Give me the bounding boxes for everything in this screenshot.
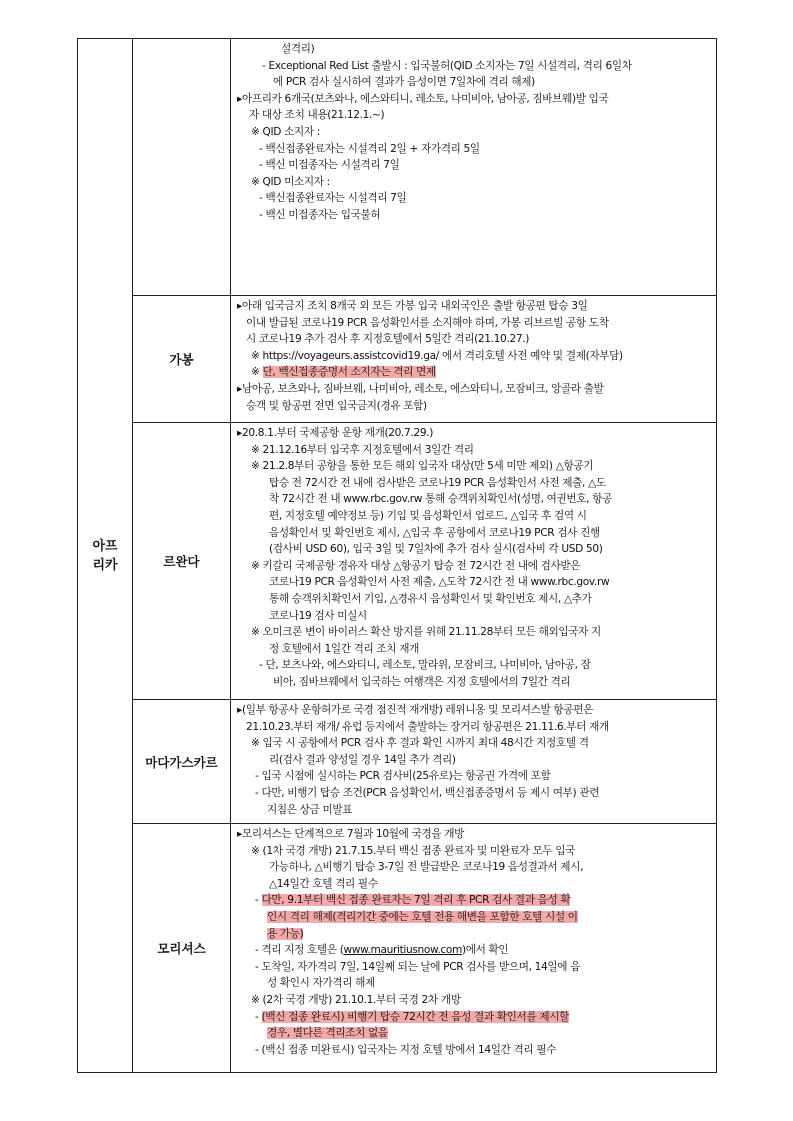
table-row — [78, 700, 717, 824]
text-line: ※ 키갈리 국제공항 경유자 대상 △항공기 탑승 전 72시간 전 내에 검사받은 — [251, 559, 581, 572]
text-line: ※ https://voyageurs.assistcovid19.ga/ 에서 격리호텔 사전 예약 및 결제(자부담) — [251, 349, 623, 362]
table-row — [78, 824, 717, 1073]
text-line: (검사비 USD 60), 입국 3일 및 7일차에 추가 검사 실시(검사비 각 USD 50) — [269, 543, 603, 556]
text-line: ※ 입국 시 공항에서 PCR 검사 후 결과 확인 시까지 최대 48시간 지정호텔 격 — [251, 737, 589, 750]
text-line: - 도착일, 자가격리 7일, 14일째 되는 날에 PCR 검사를 받으며, 14일에 음 — [255, 960, 581, 973]
text-line: - (백신 접종 완료시) 비행기 탑승 72시간 전 음성 결과 확인서를 제시할 — [255, 1010, 569, 1023]
text-line: 자 대상 조치 내용(21.12.1.~) — [249, 109, 385, 122]
content-cell-gabon — [231, 296, 717, 423]
text-line: ▸20.8.1.부터 국제공항 운항 재개(20.7.29.) — [237, 427, 434, 439]
text-line: 승객 및 항공편 전면 입국금지(경유 포함) — [246, 399, 427, 412]
text-line: 코로나19 PCR 음성확인서 사전 제출, △도착 72시간 전 내 www.rbc.gov.rw — [269, 576, 610, 589]
text-line: 21.10.23.부터 재개/ 유럽 등지에서 출발하는 장거리 항공편은 21.11.6.부터 재개 — [246, 720, 609, 733]
highlight: 경우, 별다른 격리조치 없음 — [267, 1027, 388, 1040]
text-line: 지침은 상금 미발표 — [267, 803, 353, 816]
text-line: - 백신접종완료자는 시설격리 7일 — [259, 192, 407, 205]
highlight: (백신 접종 완료시) 비행기 탑승 72시간 전 음성 결과 확인서를 제시할 — [261, 1010, 569, 1023]
country-cell-mauritius: 모리셔스 — [133, 824, 231, 1073]
text-line: 정 호텔에서 1일간 격리 조치 재개 — [269, 642, 419, 655]
text-line: ▸모리셔스는 단계적으로 7월과 10월에 국경을 개방 — [237, 828, 465, 840]
text-line: 가능하나, △비행기 탑승 3-7일 전 발급받은 코로나19 음성결과서 제시, — [269, 861, 584, 874]
text-line: 음성확인서 및 확인번호 제시, △입국 후 공항에서 코로나19 PCR 검사 진행 — [269, 526, 600, 539]
text-line: 에 PCR 검사 실시하여 결과가 음성이면 7일차에 격리 해제) — [273, 76, 535, 89]
text-line: 착 72시간 전 내 www.rbc.gov.rw 통해 승객위치확인서(성명, 여권번호, 항공 — [269, 493, 612, 506]
text-line: ※ 오미크론 변이 바이러스 확산 방지를 위해 21.11.28부터 모든 해외입국자 지 — [251, 626, 601, 639]
text-line: 통해 승객위치확인서 기입, △경유시 음성확인서 및 확인번호 제시, △추가 — [269, 592, 592, 605]
table-row — [78, 39, 717, 296]
region-cell: 아프 리카 — [78, 39, 133, 1073]
text-line — [237, 926, 708, 943]
table-row — [78, 296, 717, 423]
text-line: - Exceptional Red List 출발시 : 입국불허(QID 소지자는 7일 시설격리, 격리 6일차 — [262, 59, 632, 72]
content-cell-mauritius — [231, 824, 717, 1073]
content-cell-rwanda — [231, 423, 717, 700]
text-line: - 격리 지정 호텔은 (www.mauritiusnow.com)에서 확인 — [255, 944, 509, 957]
text-line: ▸아프리카 6개국(보츠와나, 에스와티니, 레소토, 나미비아, 남아공, 짐바브웨)발 입국 — [237, 92, 609, 105]
text-line: ※ QID 미소지자 : — [251, 175, 330, 188]
text-line — [237, 1025, 708, 1042]
text-line: 탑승 전 72시간 전 내에 검사받은 코로나19 PCR 음성확인서 사전 제출, △도 — [269, 476, 606, 489]
text-line: 코로나19 검사 미실시 — [269, 609, 367, 622]
table-row — [78, 423, 717, 700]
text-line: ※ 단, 백신접종증명서 소지자는 격리 면제 — [251, 366, 436, 379]
text-line: ※ (2차 국경 개방) 21.10.1.부터 국경 2차 개방 — [251, 993, 461, 1006]
text-line: - 단, 보츠나와, 에스와티니, 레소토, 말라위, 모잠비크, 나미비아, 남아공, 잠 — [259, 659, 591, 672]
text-line: 리(검사 결과 양성일 경우 14일 추가 격리) — [269, 753, 456, 766]
country-cell-rwanda: 르완다 — [133, 423, 231, 700]
text-line: 설격리) — [281, 43, 315, 55]
content-cell-madagascar — [231, 700, 717, 824]
text-line: - 다만, 9.1부터 백신 접종 완료자는 7일 격리 후 PCR 검사 결과 음성 확 — [255, 894, 571, 907]
text-line: ※ 21.2.8부터 공항을 통한 모든 해외 입국자 대상(만 5세 미만 제외) △항공기 — [251, 460, 594, 473]
text-line: ▸남아공, 보츠와나, 짐바브웨, 나미비아, 레소토, 에스와티니, 모잠비크, 앙골라 출발 — [237, 382, 604, 395]
text-line: ※ 21.12.16부터 입국후 지정호텔에서 3일간 격리 — [251, 443, 474, 456]
text-line: 성 확인시 자가격리 해제 — [267, 977, 375, 990]
text-line — [237, 909, 708, 926]
text-line: △14일간 호텔 격리 필수 — [269, 877, 378, 890]
text-line: ▸아래 입국금지 조치 8개국 외 모든 가봉 입국 내외국인은 출발 항공편 탑승 3일 — [237, 300, 588, 312]
country-table — [77, 38, 717, 1073]
country-cell-gabon: 가봉 — [133, 296, 231, 423]
text-line: - 백신접종완료자는 시설격리 2일 + 자가격리 5일 — [259, 142, 480, 155]
highlight: 용 가능) — [267, 927, 304, 940]
website-link[interactable]: www.mauritiusnow.com — [343, 944, 462, 957]
text-line: - (백신 접종 미완료시) 입국자는 지정 호텔 방에서 14일간 격리 필수 — [255, 1043, 557, 1056]
text-line: 비아, 짐바브웨에서 입국하는 여행객은 지정 호텔에서의 7일간 격리 — [273, 675, 571, 688]
text-line: 시 코로나19 추가 검사 후 지정호텔에서 5일간 격리(21.10.27.) — [246, 333, 530, 346]
highlight: 다만, 9.1부터 백신 접종 완료자는 7일 격리 후 PCR 검사 결과 음성 확 — [261, 894, 571, 907]
text-line: ※ (1차 국경 개방) 21.7.15.부터 백신 접종 완료자 및 미완료자 모두 입국 — [251, 844, 575, 857]
content-cell-prev — [231, 39, 717, 296]
text-line: 이내 발급된 코로나19 PCR 음성확인서를 소지해야 하며, 가봉 리브르빌 공항 도착 — [246, 316, 609, 329]
country-cell-madagascar: 마다가스카르 — [133, 700, 231, 824]
text-line: - 백신 미접종자는 시설격리 7일 — [259, 159, 400, 172]
text-line: - 다만, 비행기 탑승 조건(PCR 음성확인서, 백신접종증명서 등 제시 여부) 관련 — [255, 786, 600, 799]
highlight: 단, 백신접종증명서 소지자는 격리 면제 — [262, 366, 436, 379]
text-line: ※ QID 소지자 : — [251, 125, 321, 138]
country-cell-prev — [133, 39, 231, 296]
text-line: - 백신 미접종자는 입국불허 — [259, 208, 381, 221]
text-line: ▸(일부 항공사 운항허가로 국경 점진적 재개방) 레위니옹 및 모리셔스발 항공편은 — [237, 704, 593, 716]
text-line: - 입국 시점에 실시하는 PCR 검사비(25유로)는 항공권 가격에 포함 — [255, 770, 551, 783]
text-line: 편, 지정호텔 예약정보 등) 기입 및 음성확인서 업로드, △입국 후 검역 시 — [269, 509, 587, 522]
highlight: 인시 격리 해제(격리기간 중에는 호텔 전용 해변을 포함한 호텔 시설 이 — [267, 910, 578, 923]
